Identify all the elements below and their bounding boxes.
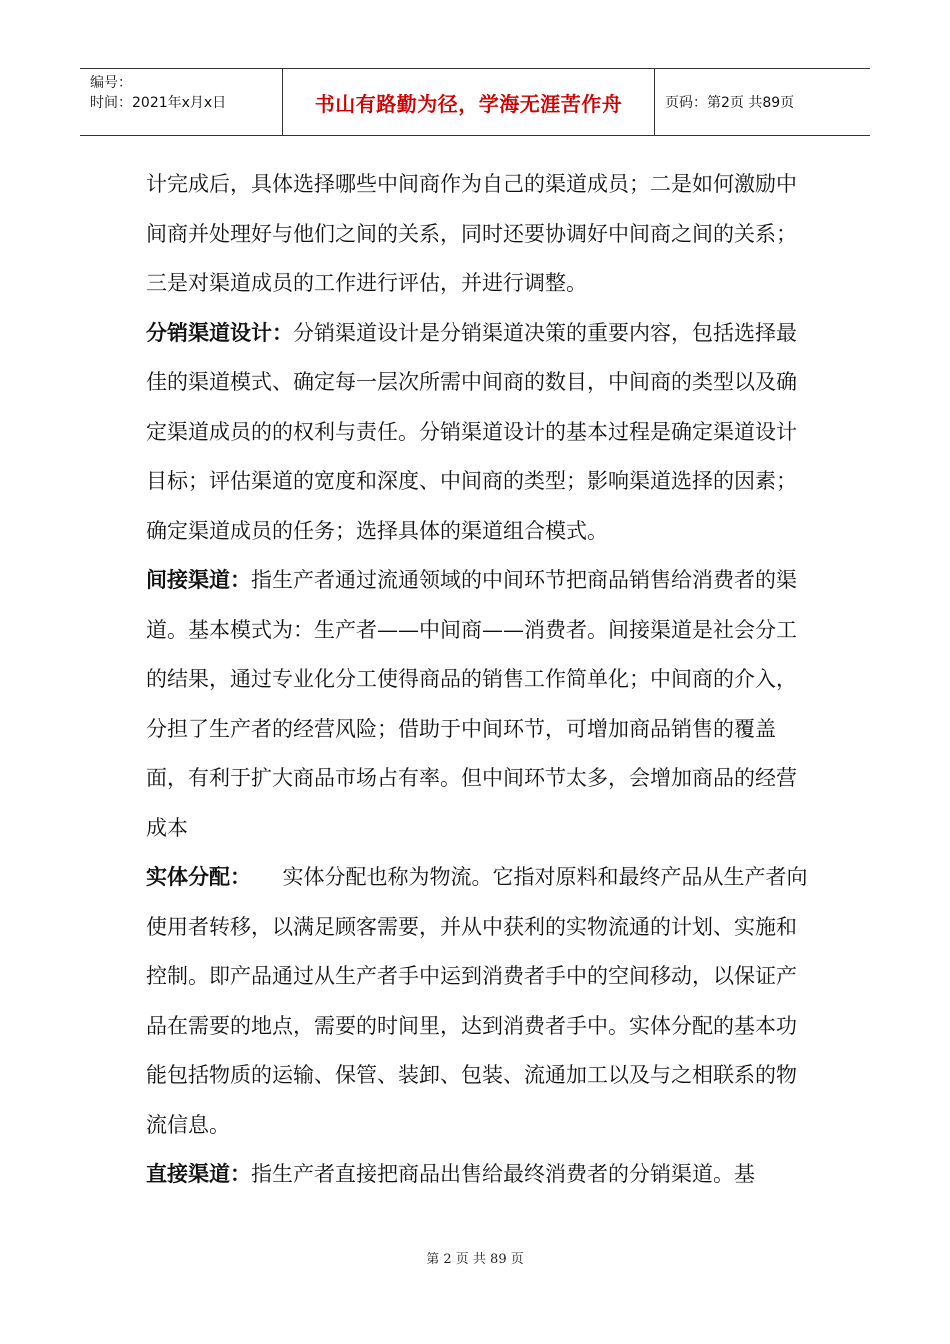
header-meta xyxy=(80,69,283,135)
page-header xyxy=(80,68,870,136)
paragraph-physical-distribution xyxy=(146,853,810,1150)
header-page-info: 页码：第2页 共89页 xyxy=(665,95,795,111)
term-physical-distribution: 实体分配： xyxy=(146,865,241,889)
document-body xyxy=(146,160,810,1200)
paragraph-indirect-channel xyxy=(146,556,810,853)
definition-text: 指生产者通过流通领域的中间环节把商品销售给消费者的渠道。基本模式为：生产者——中间商——消费者。间接渠道是社会分工的结果，通过专业化分工使得商品的销售工作简单化；中间商的介入，分担了生产者的经营风险；借助于中间环节，可增加商品销售的覆盖面，有利于扩大商品市场占有率。但中间环节太多，会增加商品的经营成本 xyxy=(146,568,797,840)
paragraph-distribution-channel-design xyxy=(146,309,810,557)
header-motto: 书山有路勤为径，学海无涯苦作舟 xyxy=(283,69,655,135)
time-label: 时间：2021年x月x日 xyxy=(90,95,227,111)
term-direct-channel: 直接渠道： xyxy=(146,1162,251,1186)
term-indirect-channel: 间接渠道： xyxy=(146,568,251,592)
definition-text: 分销渠道设计是分销渠道决策的重要内容，包括选择最佳的渠道模式、确定每一层次所需中间商的数目，中间商的类型以及确定渠道成员的的权利与责任。分销渠道设计的基本过程是确定渠道设计目标；评估渠道的宽度和深度、中间商的类型；影响渠道选择的因素；确定渠道成员的任务；选择具体的渠道组合模式。 xyxy=(146,320,797,543)
page-footer: 第 2 页 共 89 页 xyxy=(426,1252,524,1267)
number-label: 编号： xyxy=(90,75,132,91)
definition-text: 实体分配也称为物流。它指对原料和最终产品从生产者向使用者转移，以满足顾客需要，并从中获利的实物流通的计划、实施和控制。即产品通过从生产者手中运到消费者手中的空间移动，以保证产品在需要的地点，需要的时间里，达到消费者手中。实体分配的基本功能包括物质的运输、保管、装卸、包装、流通加工以及与之相联系的物流信息。 xyxy=(146,865,808,1137)
paragraph-direct-channel xyxy=(146,1150,810,1200)
intro-paragraph: 计完成后，具体选择哪些中间商作为自己的渠道成员；二是如何激励中间商并处理好与他们之间的关系，同时还要协调好中间商之间的关系；三是对渠道成员的工作进行评估，并进行调整。 xyxy=(146,172,797,295)
definition-text: 指生产者直接把商品出售给最终消费者的分销渠道。基 xyxy=(251,1162,755,1186)
term-distribution-channel-design: 分销渠道设计： xyxy=(146,320,293,345)
